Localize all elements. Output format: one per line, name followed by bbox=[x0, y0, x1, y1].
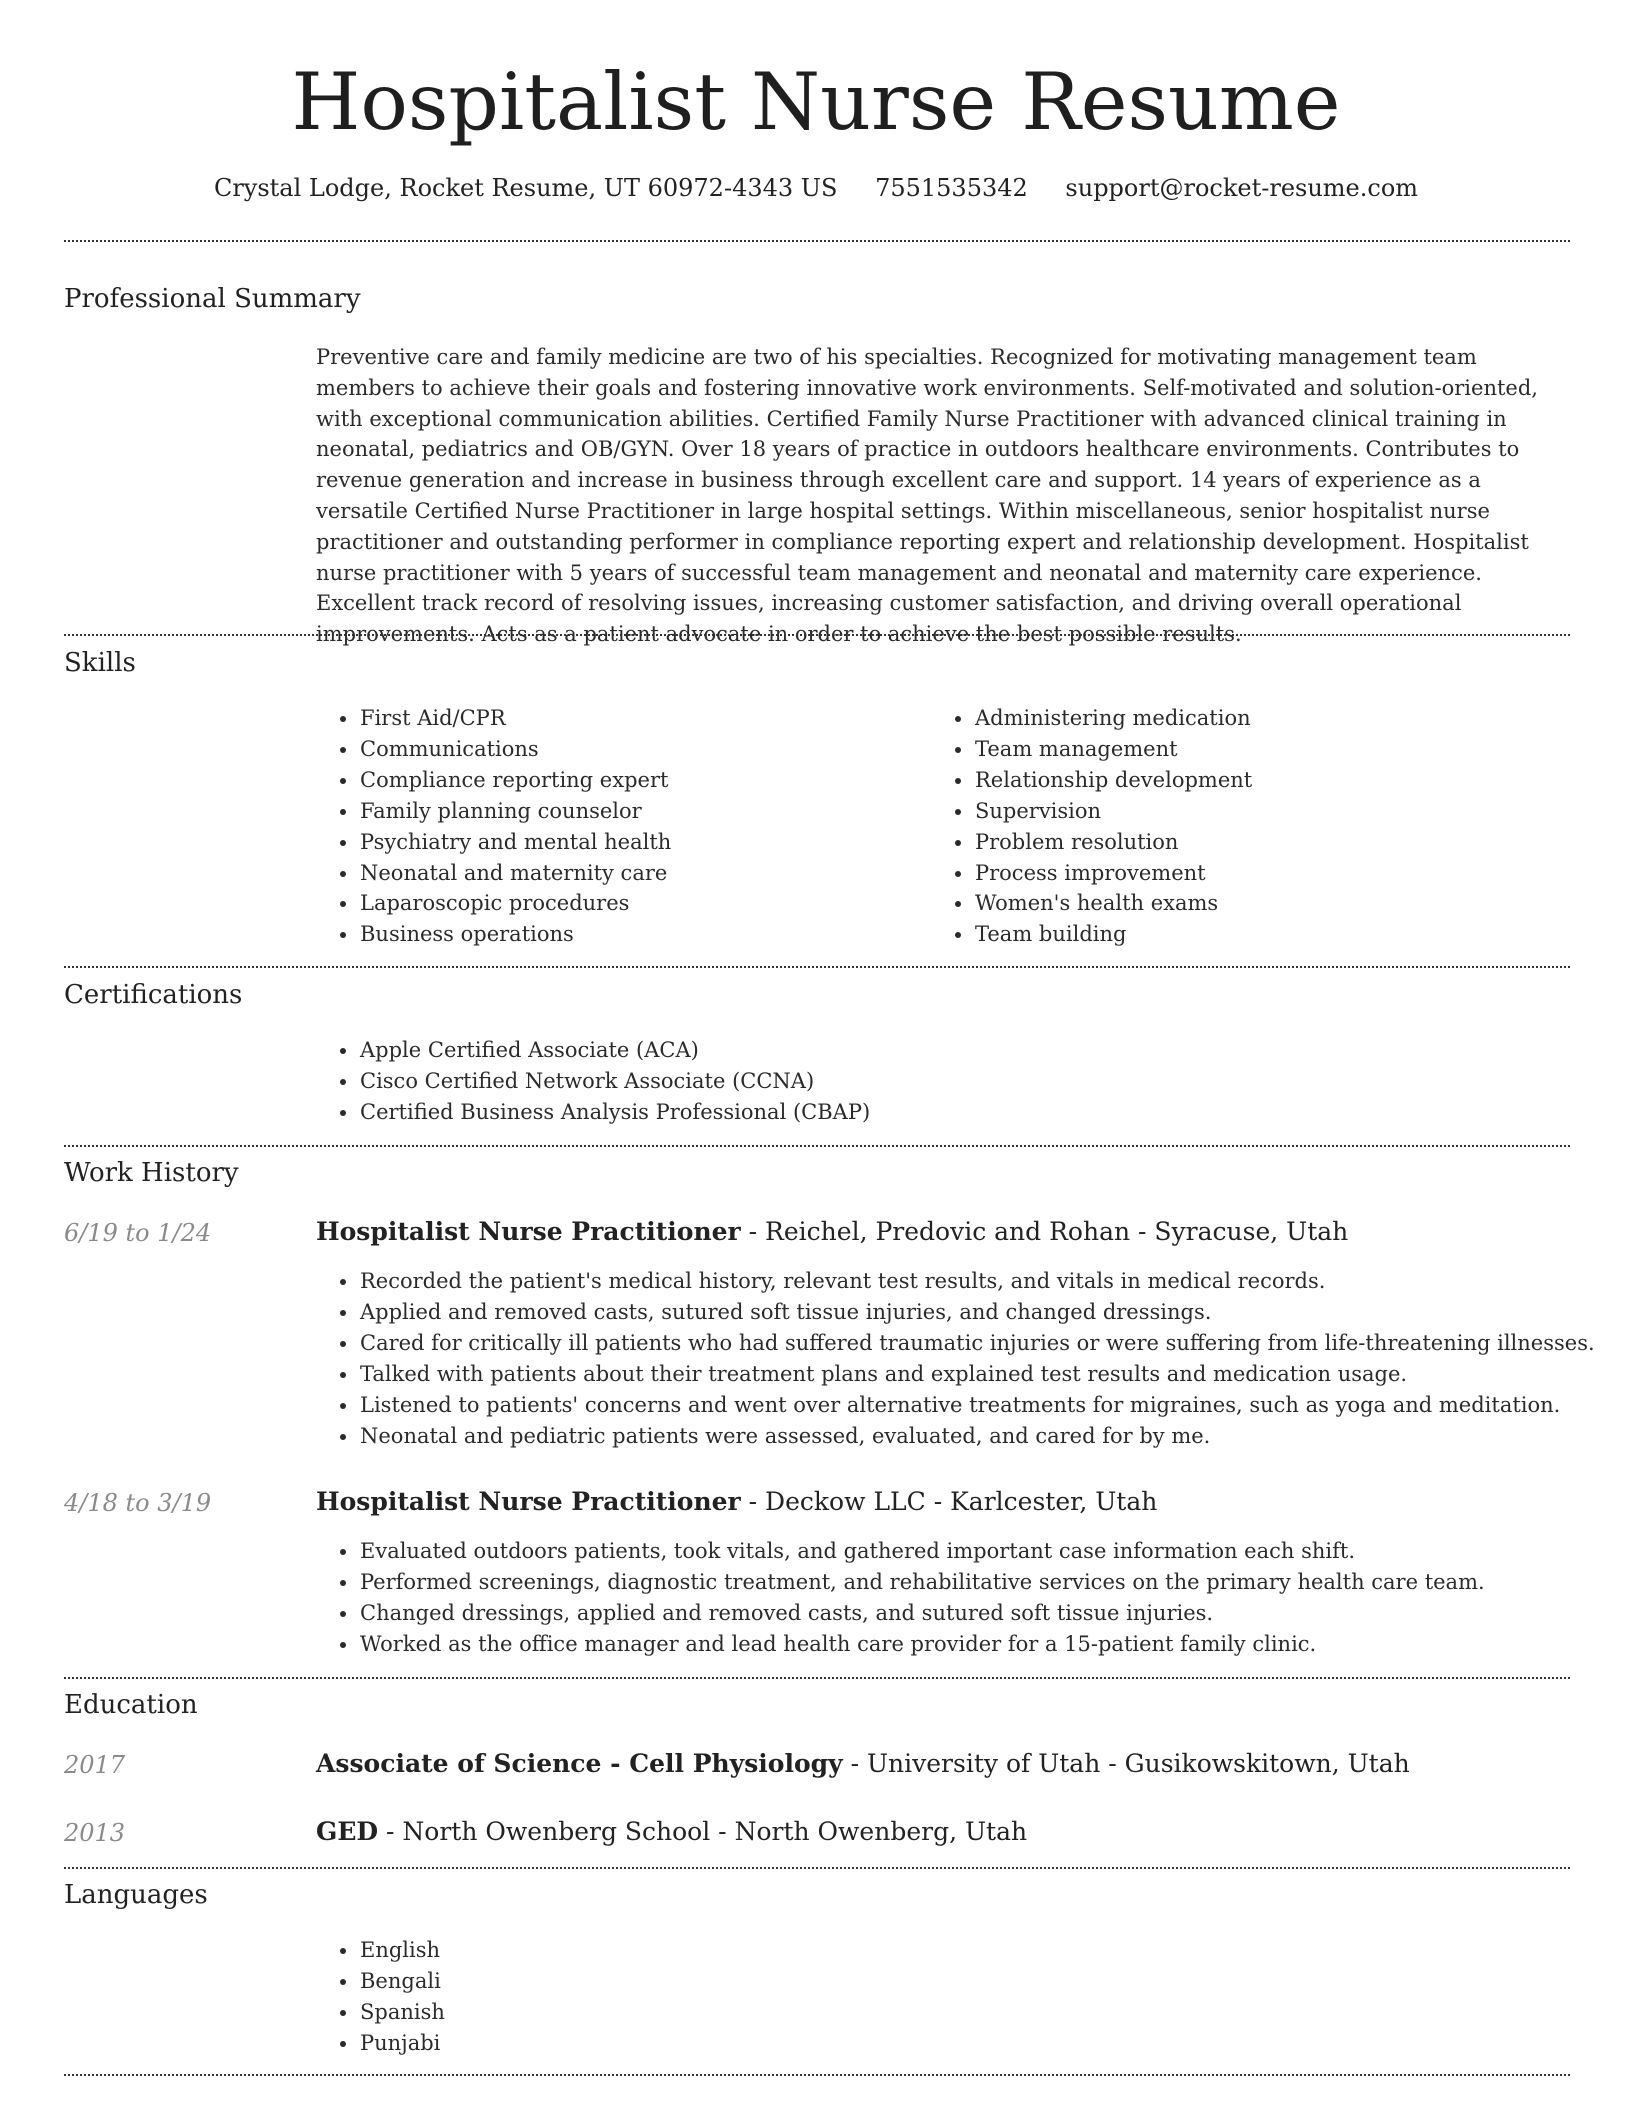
certifications-list bbox=[316, 1035, 1559, 1128]
contact-email: support@rocket-resume.com bbox=[1065, 174, 1419, 202]
list-item: • Psychiatry and mental health bbox=[359, 827, 919, 858]
list-item: • Relationship development bbox=[974, 765, 1574, 796]
skills-list-left bbox=[316, 703, 919, 950]
list-item: • Problem resolution bbox=[974, 827, 1574, 858]
list-item: • Apple Certified Associate (ACA) bbox=[359, 1035, 1559, 1066]
education-degree: Associate of Science - Cell Physiology bbox=[316, 1749, 843, 1778]
job-dates: 4/18 to 3/19 bbox=[64, 1489, 212, 1517]
education-degree: GED bbox=[316, 1817, 379, 1846]
section-divider bbox=[64, 634, 1570, 636]
resume-title: Hospitalist Nurse Resume bbox=[291, 56, 1341, 148]
job-company: - Reichel, Predovic and Rohan - Syracuse, Utah bbox=[740, 1217, 1349, 1246]
list-item: • Changed dressings, applied and removed casts, and sutured soft tissue injuries. bbox=[359, 1598, 1619, 1629]
summary-text: Preventive care and family medicine are two of his specialties. Recognized for motivating management team members to achieve their goals and fostering innovative work environments. Self-motivated and solution-oriented, with exceptional communication abilities. Certified Family Nurse Practitioner with advanced clinical training in neonatal, pediatrics and OB/GYN. Over 18 years of practice in outdoors healthcare environments. Contributes to revenue generation and increase in business through excellent care and support. 14 years of experience as a versatile Certified Nurse Practitioner in large hospital settings. Within miscellaneous, senior hospitalist nurse practitioner and outstanding performer in compliance reporting expert and relationship development. Hospitalist nurse practitioner with 5 years of successful team management and neonatal and maternity care experience. Excellent track record of resolving issues, increasing customer satisfaction, and driving overall operational improvements. Acts as a patient advocate in order to achieve the best possible results. bbox=[316, 345, 1538, 647]
education-school: - North Owenberg School - North Owenberg, Utah bbox=[378, 1817, 1028, 1846]
list-item: • Communications bbox=[359, 734, 919, 765]
list-item: • Punjabi bbox=[359, 2028, 959, 2059]
list-item: • Worked as the office manager and lead health care provider for a 15-patient family clinic. bbox=[359, 1629, 1619, 1660]
section-divider bbox=[64, 2074, 1570, 2076]
section-divider bbox=[64, 1867, 1570, 1869]
list-item: • Evaluated outdoors patients, took vitals, and gathered important case information each shift. bbox=[359, 1536, 1619, 1567]
job-title: Hospitalist Nurse Practitioner bbox=[316, 1487, 741, 1516]
education-year: 2017 bbox=[64, 1751, 126, 1779]
languages-list bbox=[316, 1935, 959, 2059]
list-item: • Cared for critically ill patients who had suffered traumatic injuries or were suffering from life-threatening illnesses. bbox=[359, 1328, 1619, 1359]
job-dates: 6/19 to 1/24 bbox=[64, 1219, 212, 1247]
list-item: • Team management bbox=[974, 734, 1574, 765]
languages-heading: Languages bbox=[64, 1880, 208, 1910]
list-item: • Women's health exams bbox=[974, 888, 1574, 919]
education-heading: Education bbox=[64, 1690, 198, 1720]
contact-line bbox=[0, 170, 1632, 206]
list-item: • Laparoscopic procedures bbox=[359, 888, 919, 919]
education-year: 2013 bbox=[64, 1819, 126, 1847]
section-divider bbox=[64, 240, 1570, 242]
job-title: Hospitalist Nurse Practitioner bbox=[316, 1217, 741, 1246]
work-heading: Work History bbox=[64, 1158, 239, 1188]
education-entry bbox=[316, 1815, 1027, 1849]
list-item: • Certified Business Analysis Professional (CBAP) bbox=[359, 1097, 1559, 1128]
list-item: • Administering medication bbox=[974, 703, 1574, 734]
list-item: • Bengali bbox=[359, 1966, 959, 1997]
section-divider bbox=[64, 1145, 1570, 1147]
list-item: • Listened to patients' concerns and went over alternative treatments for migraines, such as yoga and meditation. bbox=[359, 1390, 1619, 1421]
skills-heading: Skills bbox=[64, 648, 136, 678]
list-item: • Spanish bbox=[359, 1997, 959, 2028]
list-item: • Process improvement bbox=[974, 858, 1574, 889]
list-item: • Applied and removed casts, sutured soft tissue injuries, and changed dressings. bbox=[359, 1297, 1619, 1328]
job-bullets bbox=[316, 1266, 1619, 1451]
list-item: • Cisco Certified Network Associate (CCNA) bbox=[359, 1066, 1559, 1097]
list-item: • Compliance reporting expert bbox=[359, 765, 919, 796]
list-item: • Neonatal and maternity care bbox=[359, 858, 919, 889]
list-item: • Recorded the patient's medical history, relevant test results, and vitals in medical records. bbox=[359, 1266, 1619, 1297]
job-bullets bbox=[316, 1536, 1619, 1660]
job-heading bbox=[316, 1485, 1157, 1519]
certifications-heading: Certifications bbox=[64, 980, 243, 1010]
list-item: • First Aid/CPR bbox=[359, 703, 919, 734]
list-item: • Neonatal and pediatric patients were assessed, evaluated, and cared for by me. bbox=[359, 1421, 1619, 1452]
section-divider bbox=[64, 966, 1570, 968]
list-item: • Team building bbox=[974, 919, 1574, 950]
job-company: - Deckow LLC - Karlcester, Utah bbox=[740, 1487, 1158, 1516]
list-item: • Supervision bbox=[974, 796, 1574, 827]
list-item: • Family planning counselor bbox=[359, 796, 919, 827]
summary-heading: Professional Summary bbox=[64, 284, 361, 314]
job-heading bbox=[316, 1215, 1348, 1249]
section-divider bbox=[64, 1677, 1570, 1679]
list-item: • Business operations bbox=[359, 919, 919, 950]
education-entry bbox=[316, 1747, 1410, 1781]
contact-address: Crystal Lodge, Rocket Resume, UT 60972-4343 US bbox=[213, 174, 838, 202]
education-school: - University of Utah - Gusikowskitown, Utah bbox=[842, 1749, 1410, 1778]
list-item: • Performed screenings, diagnostic treatment, and rehabilitative services on the primary health care team. bbox=[359, 1567, 1619, 1598]
list-item: • Talked with patients about their treatment plans and explained test results and medication usage. bbox=[359, 1359, 1619, 1390]
skills-list-right bbox=[931, 703, 1574, 950]
contact-phone: 7551535342 bbox=[875, 174, 1028, 202]
list-item: • English bbox=[359, 1935, 959, 1966]
